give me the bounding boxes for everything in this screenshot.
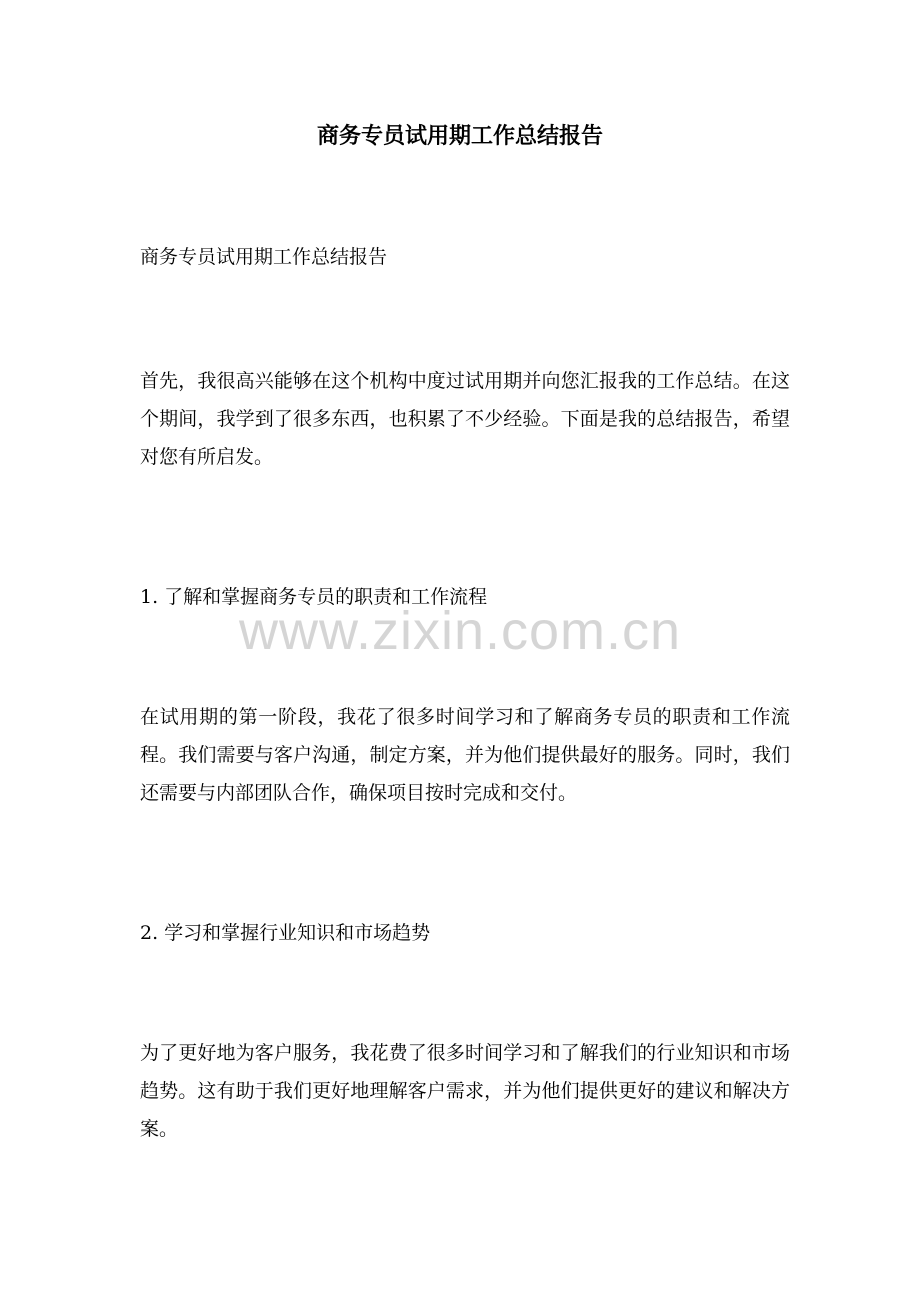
- section-body-1: 在试用期的第一阶段，我花了很多时间学习和了解商务专员的职责和工作流程。我们需要与客户沟通，制定方案，并为他们提供最好的服务。同时，我们还需要与内部团队合作，确保项目按时完成和交付。: [140, 706, 790, 804]
- section-heading-2: 2. 学习和掌握行业知识和市场趋势: [140, 922, 431, 944]
- section-heading-1: 1. 了解和掌握商务专员的职责和工作流程: [140, 586, 488, 608]
- intro-paragraph: 首先，我很高兴能够在这个机构中度过试用期并向您汇报我的工作总结。在这个期间，我学到了很多东西，也积累了不少经验。下面是我的总结报告，希望对您有所启发。: [140, 370, 790, 468]
- document-subtitle: 商务专员试用期工作总结报告: [140, 246, 388, 268]
- section-body-2: 为了更好地为客户服务，我花费了很多时间学习和了解我们的行业知识和市场趋势。这有助于我们更好地理解客户需求，并为他们提供更好的建议和解决方案。: [140, 1042, 790, 1140]
- watermark: www.zixin.com.cn: [238, 601, 682, 661]
- document-title: 商务专员试用期工作总结报告: [316, 123, 603, 149]
